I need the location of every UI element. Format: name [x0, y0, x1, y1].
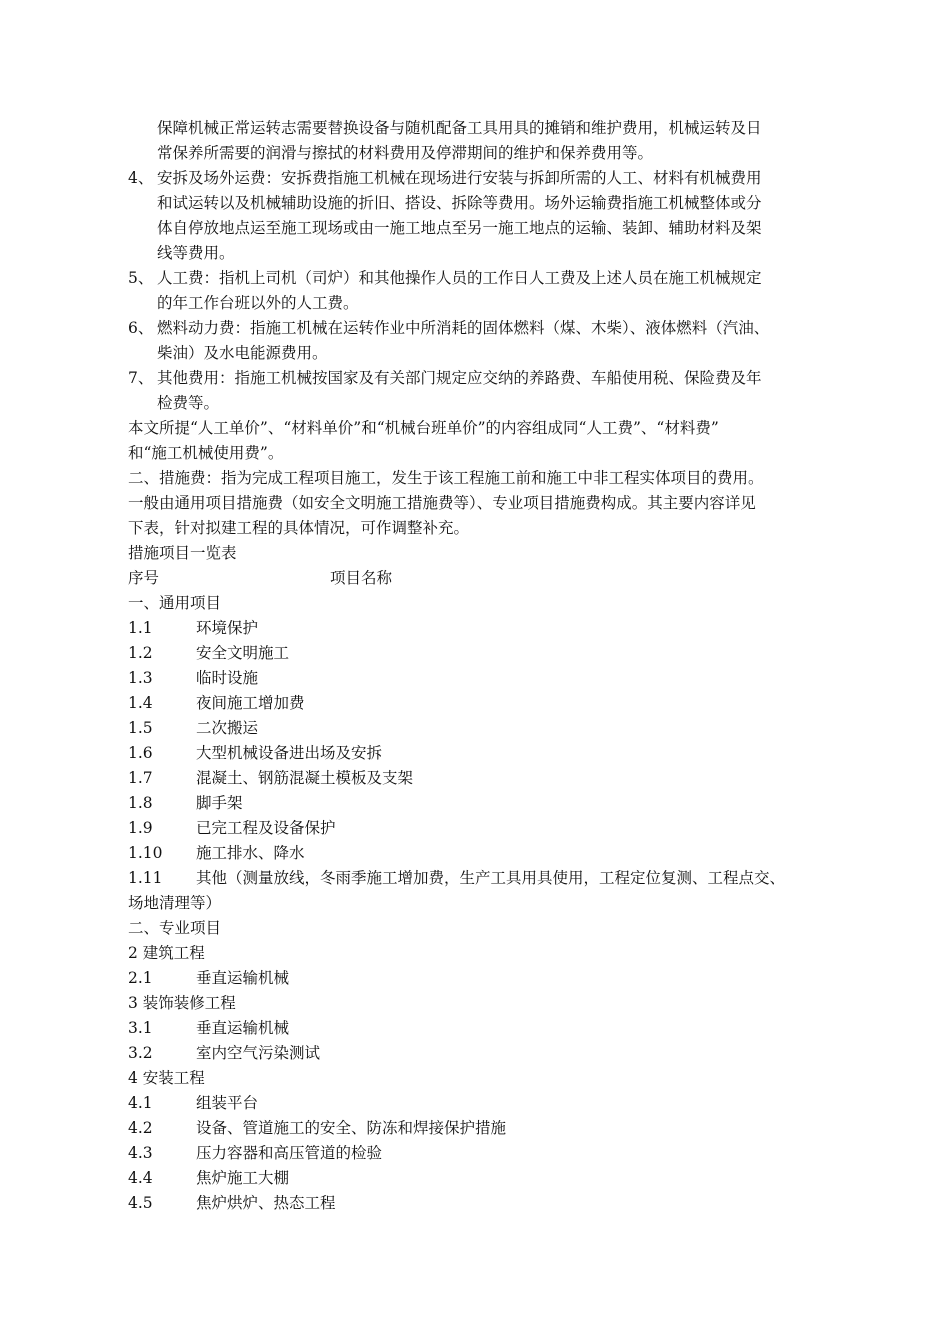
table-row-code: 1.2 [128, 644, 153, 662]
paragraph-line: 和“施工机械使用费”。 [128, 444, 284, 462]
table-title: 措施项目一览表 [128, 544, 237, 562]
table-row-code: 1.5 [128, 719, 153, 737]
table-row-code: 4.3 [128, 1144, 153, 1162]
table-row-name: 垂直运输机械 [196, 1019, 290, 1037]
table-row-name: 焦炉烘炉、热态工程 [196, 1194, 336, 1212]
table-row-name: 室内空气污染测试 [196, 1044, 321, 1062]
table-section-row: 场地清理等） [128, 894, 222, 912]
table-row-name: 环境保护 [196, 619, 259, 637]
table-row-name: 垂直运输机械 [196, 969, 290, 987]
list-item-line: 的年工作台班以外的人工费。 [157, 294, 359, 312]
paragraph-line: 下表，针对拟建工程的具体情况，可作调整补充。 [128, 519, 470, 537]
table-row-code: 4.2 [128, 1119, 153, 1137]
table-row-code: 4.5 [128, 1194, 153, 1212]
table-row-name: 夜间施工增加费 [196, 694, 305, 712]
table-row-code: 4.4 [128, 1169, 153, 1187]
table-row-code: 3.1 [128, 1019, 153, 1037]
list-item-line: 人工费：指机上司机（司炉）和其他操作人员的工作日人工费及上述人员在施工机械规定 [157, 269, 762, 287]
list-item-line: 其他费用：指施工机械按国家及有关部门规定应交纳的养路费、车船使用税、保险费及年 [157, 369, 762, 387]
list-item-line: 体自停放地点运至施工现场或由一施工地点至另一施工地点的运输、装卸、辅助材料及架 [157, 219, 762, 237]
table-section-row: 2 建筑工程 [128, 944, 205, 962]
table-row-name: 混凝土、钢筋混凝土模板及支架 [196, 769, 414, 787]
list-item-line: 柴油）及水电能源费用。 [157, 344, 328, 362]
list-item-number: 7、 [128, 369, 154, 387]
table-row-name: 焦炉施工大棚 [196, 1169, 290, 1187]
table-row-code: 1.6 [128, 744, 153, 762]
table-row-name: 组装平台 [196, 1094, 259, 1112]
table-row-code: 4.1 [128, 1094, 153, 1112]
list-item-line: 安拆及场外运费：安拆费指施工机械在现场进行安装与拆卸所需的人工、材料有机械费用 [157, 169, 762, 187]
table-header-code: 序号 [128, 569, 160, 587]
table-row-name: 安全文明施工 [196, 644, 290, 662]
table-row-code: 3.2 [128, 1044, 153, 1062]
table-row-name: 临时设施 [196, 669, 259, 687]
paragraph-line: 本文所提“人工单价”、“材料单价”和“机械台班单价”的内容组成同“人工费”、“材料费” [128, 419, 719, 437]
table-row-code: 1.3 [128, 669, 153, 687]
list-item-line: 和试运转以及机械辅助设施的折旧、搭设、拆除等费用。场外运输费指施工机械整体或分 [157, 194, 762, 212]
list-item-number: 6、 [128, 319, 154, 337]
table-row-code: 1.11 [128, 869, 163, 887]
table-row-name: 二次搬运 [196, 719, 259, 737]
table-row-name: 设备、管道施工的安全、防冻和焊接保护措施 [196, 1119, 507, 1137]
table-header-name: 项目名称 [330, 569, 393, 587]
table-row-code: 1.4 [128, 694, 153, 712]
table-row-name: 已完工程及设备保护 [196, 819, 336, 837]
table-row-code: 1.1 [128, 619, 153, 637]
list-item-line: 保障机械正常运转志需要替换设备与随机配备工具用具的摊销和维护费用，机械运转及日 [157, 119, 762, 137]
list-item-line: 燃料动力费：指施工机械在运转作业中所消耗的固体燃料（煤、木柴）、液体燃料（汽油、 [157, 319, 770, 337]
table-section-row: 一、通用项目 [128, 594, 222, 612]
table-row-name: 大型机械设备进出场及安拆 [196, 744, 383, 762]
table-row-code: 1.7 [128, 769, 153, 787]
table-row-name: 压力容器和高压管道的检验 [196, 1144, 383, 1162]
table-row-code: 1.10 [128, 844, 163, 862]
table-row-code: 1.8 [128, 794, 153, 812]
table-row-name: 施工排水、降水 [196, 844, 305, 862]
table-row-name: 脚手架 [196, 794, 243, 812]
paragraph-line: 一般由通用项目措施费（如安全文明施工措施费等）、专业项目措施费构成。其主要内容详见 [128, 494, 756, 512]
table-section-row: 4 安装工程 [128, 1069, 205, 1087]
table-section-row: 3 装饰装修工程 [128, 994, 236, 1012]
table-row-code: 2.1 [128, 969, 153, 987]
table-row-name: 其他（测量放线，冬雨季施工增加费，生产工具用具使用，工程定位复测、工程点交、 [196, 869, 786, 887]
list-item-line: 检费等。 [157, 394, 220, 412]
list-item-number: 5、 [128, 269, 154, 287]
list-item-line: 线等费用。 [157, 244, 235, 262]
table-row-code: 1.9 [128, 819, 153, 837]
table-section-row: 二、专业项目 [128, 919, 222, 937]
list-item-number: 4、 [128, 169, 154, 187]
paragraph-line: 二、措施费：指为完成工程项目施工，发生于该工程施工前和施工中非工程实体项目的费用。 [128, 469, 764, 487]
list-item-line: 常保养所需要的润滑与擦拭的材料费用及停滞期间的维护和保养费用等。 [157, 144, 654, 162]
